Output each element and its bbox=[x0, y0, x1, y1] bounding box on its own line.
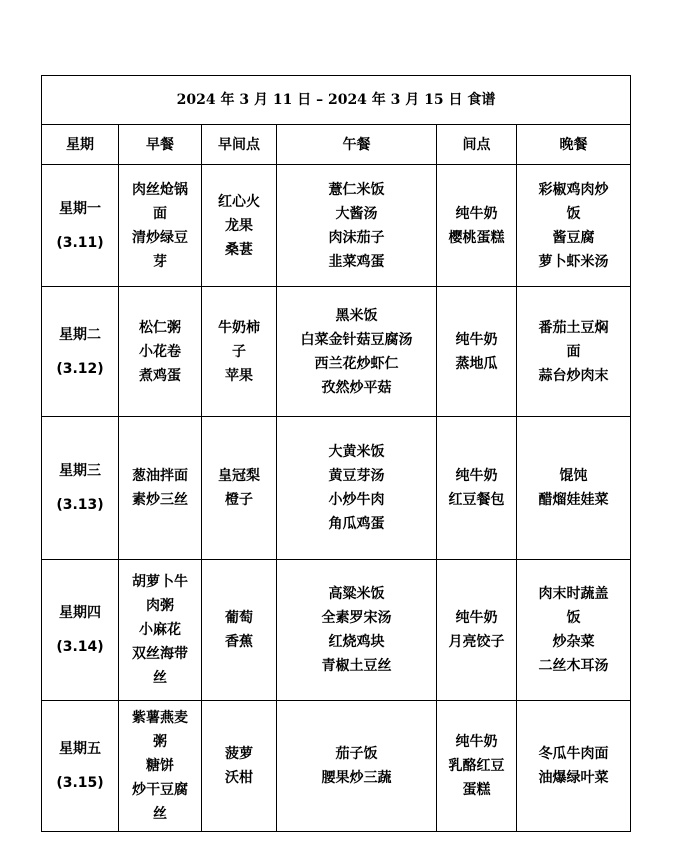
menu-item-line: 糖饼 bbox=[146, 758, 174, 774]
header-lunch: 午餐 bbox=[277, 125, 437, 165]
menu-item-line: 萝卜虾米汤 bbox=[538, 253, 609, 270]
menu-item-line: 葱油拌面 bbox=[132, 468, 188, 484]
menu-item-line: 大黄米饭 bbox=[328, 444, 385, 460]
menu-item-line: 薏仁米饭 bbox=[328, 181, 385, 198]
day-name: 星期四 bbox=[59, 605, 101, 621]
menu-item-line: 煮鸡蛋 bbox=[139, 367, 181, 384]
menu-item-line: 腰果炒三蔬 bbox=[321, 770, 392, 786]
menu-item-line: 橙子 bbox=[225, 492, 253, 508]
header-row bbox=[42, 125, 631, 165]
menu-item-line: 炒杂菜 bbox=[552, 634, 595, 650]
menu-item-line: 菠萝 bbox=[225, 746, 253, 762]
header-breakfast: 早餐 bbox=[119, 125, 202, 165]
afternoon-snack-cell bbox=[437, 287, 517, 417]
menu-title: 2024 年 3 月 11 日 – 2024 年 3 月 15 日 食谱 bbox=[42, 76, 631, 125]
menu-item-line: 紫薯燕麦 bbox=[132, 710, 188, 726]
menu-item-line: 大酱汤 bbox=[335, 205, 378, 222]
menu-item-line: 黄豆芽汤 bbox=[328, 468, 385, 484]
menu-item-line: 芽 bbox=[153, 253, 167, 270]
menu-item-line: 白菜金针菇豆腐汤 bbox=[300, 331, 413, 348]
menu-item-line: 桑葚 bbox=[225, 241, 253, 258]
menu-item-line: 葡萄 bbox=[225, 610, 253, 626]
menu-item-line: 清炒绿豆 bbox=[132, 229, 188, 246]
table-row bbox=[42, 287, 631, 417]
menu-item-line: 纯牛奶 bbox=[455, 610, 498, 626]
menu-item-line: 子 bbox=[232, 343, 246, 360]
menu-item-line: 纯牛奶 bbox=[455, 734, 498, 750]
menu-item-line: 角瓜鸡蛋 bbox=[328, 516, 385, 532]
menu-item-line: 番茄土豆焖 bbox=[538, 319, 609, 336]
day-cell bbox=[42, 287, 119, 417]
morning-snack-cell bbox=[202, 165, 277, 287]
table-row bbox=[42, 417, 631, 560]
menu-item-line: 黑米饭 bbox=[335, 307, 378, 324]
menu-item-line: 乳酪红豆 bbox=[448, 758, 505, 774]
dinner-cell bbox=[517, 701, 631, 832]
menu-item-line: 香蕉 bbox=[225, 634, 253, 650]
menu-item-line: 彩椒鸡肉炒 bbox=[538, 181, 609, 198]
day-cell bbox=[42, 417, 119, 560]
menu-item-line: 樱桃蛋糕 bbox=[448, 229, 505, 246]
menu-item-line: 茄子饭 bbox=[335, 746, 378, 762]
menu-item-line: 红烧鸡块 bbox=[328, 634, 385, 650]
menu-item-line: 红豆餐包 bbox=[448, 492, 505, 508]
day-date: (3.15) bbox=[56, 775, 104, 791]
menu-item-line: 松仁粥 bbox=[139, 319, 181, 336]
day-cell bbox=[42, 165, 119, 287]
morning-snack-cell bbox=[202, 417, 277, 560]
menu-item-line: 高粱米饭 bbox=[328, 586, 385, 602]
morning-snack-cell bbox=[202, 560, 277, 701]
morning-snack-cell bbox=[202, 287, 277, 417]
menu-item-line: 面 bbox=[153, 205, 167, 222]
menu-item-line: 皇冠梨 bbox=[218, 468, 260, 484]
lunch-cell bbox=[277, 417, 437, 560]
day-cell bbox=[42, 560, 119, 701]
lunch-cell bbox=[277, 560, 437, 701]
breakfast-cell bbox=[119, 287, 202, 417]
menu-item-line: 孜然炒平菇 bbox=[321, 379, 392, 396]
dinner-cell bbox=[517, 560, 631, 701]
menu-item-line: 西兰花炒虾仁 bbox=[314, 355, 399, 372]
menu-item-line: 韭菜鸡蛋 bbox=[328, 253, 385, 270]
menu-item-line: 全素罗宋汤 bbox=[321, 610, 392, 626]
menu-item-line: 纯牛奶 bbox=[455, 468, 498, 484]
menu-item-line: 饭 bbox=[566, 610, 581, 626]
menu-item-line: 蛋糕 bbox=[462, 782, 491, 798]
lunch-cell bbox=[277, 287, 437, 417]
menu-item-line: 肉丝炝锅 bbox=[132, 181, 188, 198]
header-morning-snack: 早间点 bbox=[202, 125, 277, 165]
menu-item-line: 丝 bbox=[153, 670, 167, 686]
menu-item-line: 双丝海带 bbox=[132, 646, 188, 662]
dinner-cell bbox=[517, 417, 631, 560]
menu-item-line: 蒜台炒肉末 bbox=[538, 367, 609, 384]
menu-item-line: 肉末时蔬盖 bbox=[538, 586, 609, 602]
day-cell bbox=[42, 701, 119, 832]
menu-item-line: 蒸地瓜 bbox=[455, 355, 498, 372]
breakfast-cell bbox=[119, 417, 202, 560]
menu-item-line: 冬瓜牛肉面 bbox=[538, 746, 609, 762]
menu-item-line: 素炒三丝 bbox=[132, 492, 188, 508]
day-name: 星期二 bbox=[59, 326, 101, 343]
menu-item-line: 馄饨 bbox=[559, 468, 588, 484]
menu-item-line: 小麻花 bbox=[139, 622, 181, 638]
table-row bbox=[42, 560, 631, 701]
menu-item-line: 油爆绿叶菜 bbox=[538, 770, 609, 786]
menu-item-line: 牛奶柿 bbox=[218, 319, 260, 336]
day-name: 星期五 bbox=[59, 741, 101, 757]
menu-item-line: 小花卷 bbox=[139, 343, 181, 360]
table-row bbox=[42, 701, 631, 832]
menu-item-line: 粥 bbox=[153, 734, 167, 750]
lunch-cell bbox=[277, 701, 437, 832]
weekly-menu-table bbox=[41, 75, 631, 832]
morning-snack-cell bbox=[202, 701, 277, 832]
day-date: (3.13) bbox=[56, 497, 104, 513]
header-dinner: 晚餐 bbox=[517, 125, 631, 165]
dinner-cell bbox=[517, 287, 631, 417]
afternoon-snack-cell bbox=[437, 165, 517, 287]
dinner-cell bbox=[517, 165, 631, 287]
menu-item-line: 炒干豆腐 bbox=[132, 782, 188, 798]
menu-item-line: 饭 bbox=[566, 205, 581, 222]
menu-item-line: 小炒牛肉 bbox=[328, 492, 385, 508]
menu-item-line: 青椒土豆丝 bbox=[321, 658, 392, 674]
lunch-cell bbox=[277, 165, 437, 287]
menu-item-line: 沃柑 bbox=[225, 770, 253, 786]
menu-item-line: 月亮饺子 bbox=[448, 634, 505, 650]
menu-item-line: 丝 bbox=[153, 806, 167, 822]
menu-item-line: 胡萝卜牛 bbox=[132, 574, 188, 590]
menu-item-line: 面 bbox=[566, 343, 581, 360]
day-name: 星期三 bbox=[59, 463, 101, 479]
menu-item-line: 醋熘娃娃菜 bbox=[538, 492, 609, 508]
menu-item-line: 二丝木耳汤 bbox=[538, 658, 609, 674]
header-day: 星期 bbox=[42, 125, 119, 165]
menu-item-line: 肉沫茄子 bbox=[328, 229, 385, 246]
menu-item-line: 苹果 bbox=[225, 367, 253, 384]
menu-item-line: 纯牛奶 bbox=[455, 205, 498, 222]
day-date: (3.12) bbox=[56, 360, 104, 377]
day-name: 星期一 bbox=[59, 200, 101, 217]
afternoon-snack-cell bbox=[437, 560, 517, 701]
menu-item-line: 酱豆腐 bbox=[552, 229, 595, 246]
breakfast-cell bbox=[119, 560, 202, 701]
day-date: (3.14) bbox=[56, 639, 104, 655]
header-afternoon-snack: 间点 bbox=[437, 125, 517, 165]
menu-item-line: 红心火 bbox=[218, 193, 260, 210]
afternoon-snack-cell bbox=[437, 701, 517, 832]
menu-item-line: 纯牛奶 bbox=[455, 331, 498, 348]
menu-item-line: 龙果 bbox=[225, 217, 253, 234]
table-row bbox=[42, 165, 631, 287]
menu-item-line: 肉粥 bbox=[146, 598, 174, 614]
afternoon-snack-cell bbox=[437, 417, 517, 560]
breakfast-cell bbox=[119, 165, 202, 287]
breakfast-cell bbox=[119, 701, 202, 832]
day-date: (3.11) bbox=[56, 234, 104, 251]
